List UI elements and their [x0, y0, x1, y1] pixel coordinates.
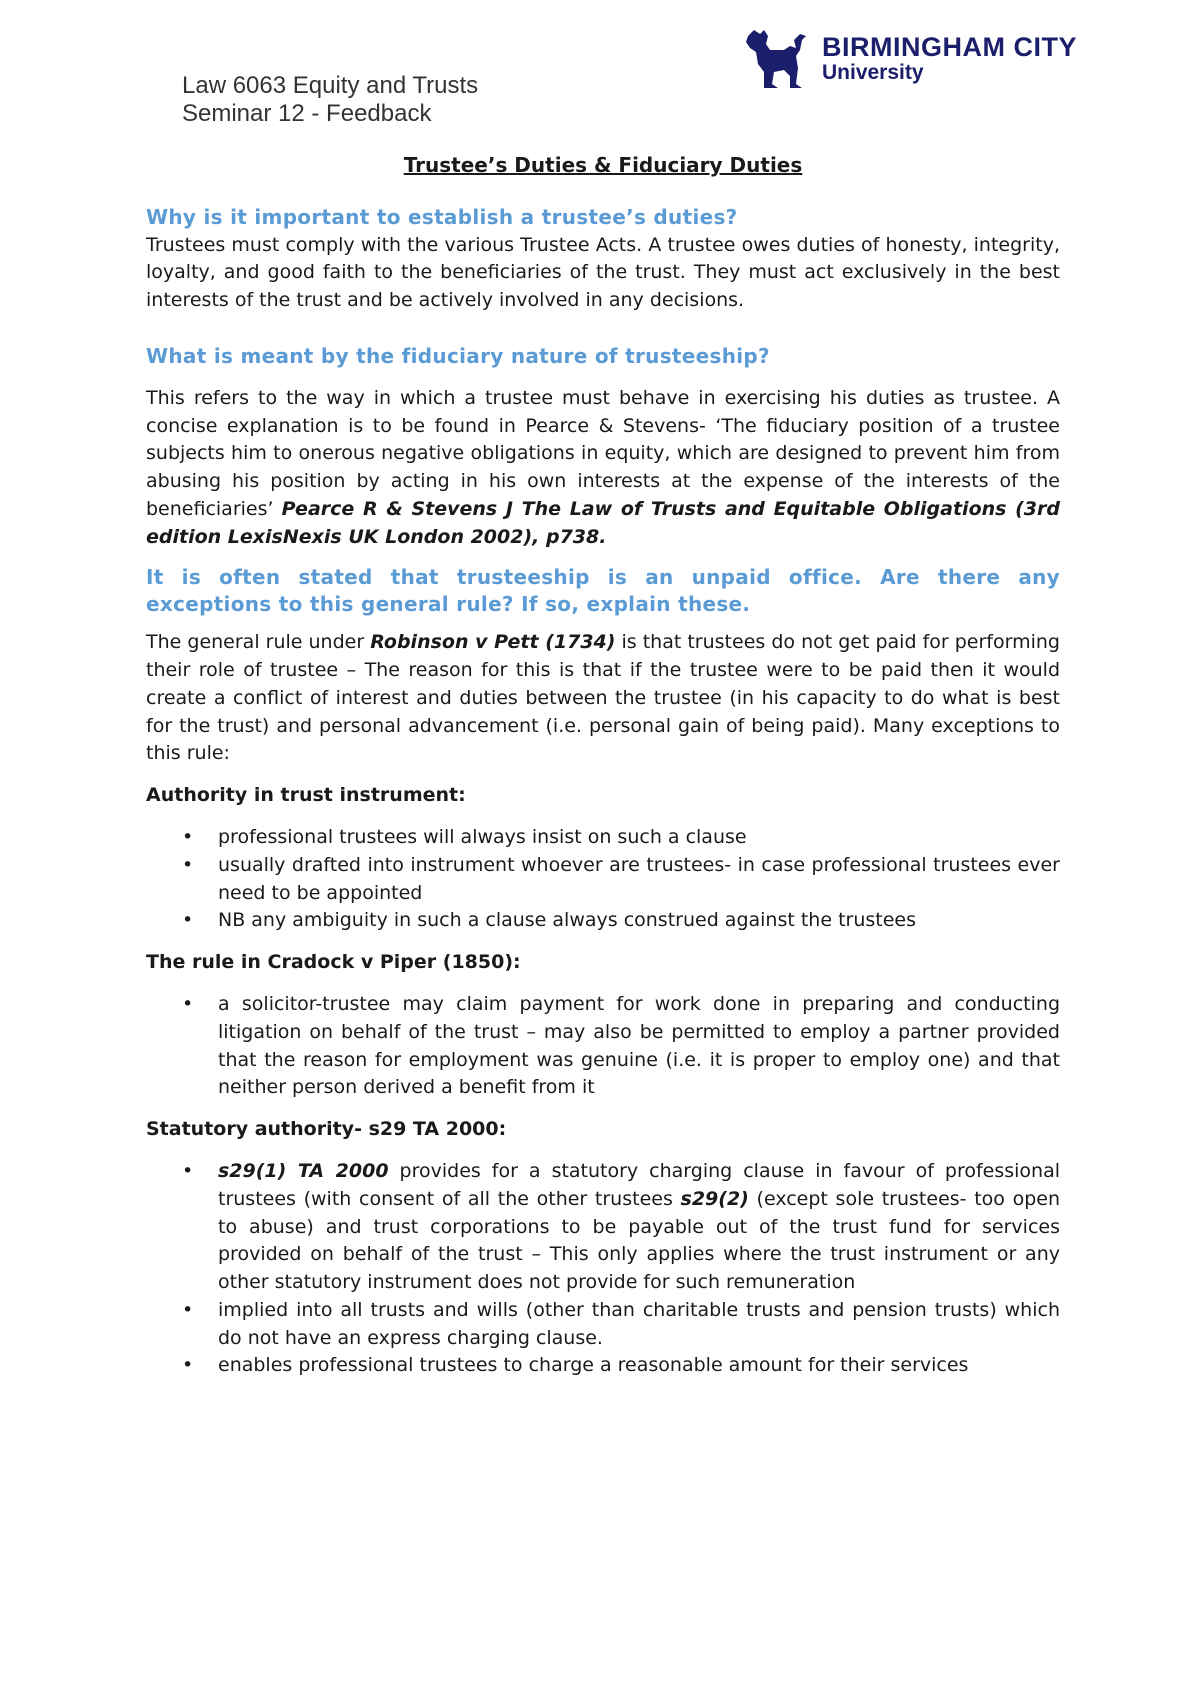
ref-s29-2: s29(2) [680, 1187, 749, 1210]
document-body [146, 152, 1060, 1380]
list-item [218, 1158, 1060, 1297]
authority-list [146, 824, 1060, 935]
question-2: What is meant by the fiduciary nature of trusteeship? [146, 343, 770, 368]
list-item: • NB any ambiguity in such a clause always construed against the trustees [218, 907, 1060, 935]
cradock-list [146, 991, 1060, 1102]
heading-authority: Authority in trust instrument: [146, 784, 466, 807]
statutory-list [146, 1158, 1060, 1380]
citation: Pearce R & Stevens J The Law of Trusts and Equitable Obligations (3rd edition LexisNexis UK London 2002), p738. [146, 497, 1060, 548]
page-title: Trustee’s Duties & Fiduciary Duties [403, 153, 803, 177]
university-logo [744, 28, 1077, 90]
answer-2-text: This refers to the way in which a trustee must behave in exercising his duties as trustee. A concise explanation is to be found in Pearce & Stevens- ‘The fiduciary position of a trustee subjects him to onerous negative obligations in equity, which are designed to prevent him from abusing his position by acting in his own interests at the expense of the interests of the beneficiaries’ [146, 386, 1060, 520]
list-item: • implied into all trusts and wills (other than charitable trusts and pension trusts) which do not have an express charging clause. [218, 1297, 1060, 1353]
logo-line1: BIRMINGHAM CITY [822, 32, 1077, 62]
case-robinson: Robinson v Pett (1734) [370, 631, 616, 654]
item-text: provides for a statutory charging clause in favour of professional trustees (with consent of all the other trustees [218, 1159, 1061, 1210]
answer-1: Trustees must comply with the various Trustee Acts. A trustee owes duties of honesty, integrity, loyalty, and good faith to the beneficiaries of the trust. They must act exclusively in the best interests of the trust and be actively involved in any decisions. [146, 233, 1060, 312]
answer-2 [146, 385, 1060, 552]
logo-line2: University [822, 61, 924, 84]
list-item: • usually drafted into instrument whoever are trustees- in case professional trustees ever need to be appointed [218, 852, 1060, 908]
answer-3-pre: The general rule under [146, 631, 371, 654]
heading-statutory: Statutory authority- s29 TA 2000: [146, 1118, 507, 1141]
item-text: (except sole trustees- too open to abuse) and trust corporations to be payable out of the trust fund for services provided on behalf of the trust – This only applies where the trust instrument or any other statutory instrument does not provide for such remuneration [218, 1187, 1060, 1294]
answer-3-post: is that trustees do not get paid for performing their role of trustee – The reason for this is that if the trustee were to be paid then it would create a conflict of interest and duties between the trustee (in his capacity to do what is best for the trust) and personal advancement (i.e. personal gain of being paid). Many exceptions to this rule: [146, 631, 1060, 765]
question-3: It is often stated that trusteeship is an unpaid office. Are there any exceptions to this general rule? If so, explain these. [146, 564, 1060, 617]
ref-s29-1: s29(1) TA 2000 [218, 1159, 389, 1182]
document-header [182, 72, 478, 128]
lion-icon [744, 28, 812, 90]
heading-cradock: The rule in Cradock v Piper (1850): [146, 951, 521, 974]
course-title: Law 6063 Equity and Trusts [182, 72, 479, 99]
list-item: • professional trustees will always insist on such a clause [218, 824, 1060, 852]
question-1: Why is it important to establish a trustee’s duties? [146, 204, 738, 229]
answer-3 [146, 629, 1060, 768]
seminar-title: Seminar 12 - Feedback [182, 100, 432, 127]
list-item: • enables professional trustees to charge a reasonable amount for their services [218, 1352, 1060, 1380]
list-item: • a solicitor-trustee may claim payment for work done in preparing and conducting litigation on behalf of the trust – may also be permitted to employ a partner provided that the reason for employment was genuine (i.e. it is proper to employ one) and that neither person derived a benefit from it [218, 991, 1060, 1102]
